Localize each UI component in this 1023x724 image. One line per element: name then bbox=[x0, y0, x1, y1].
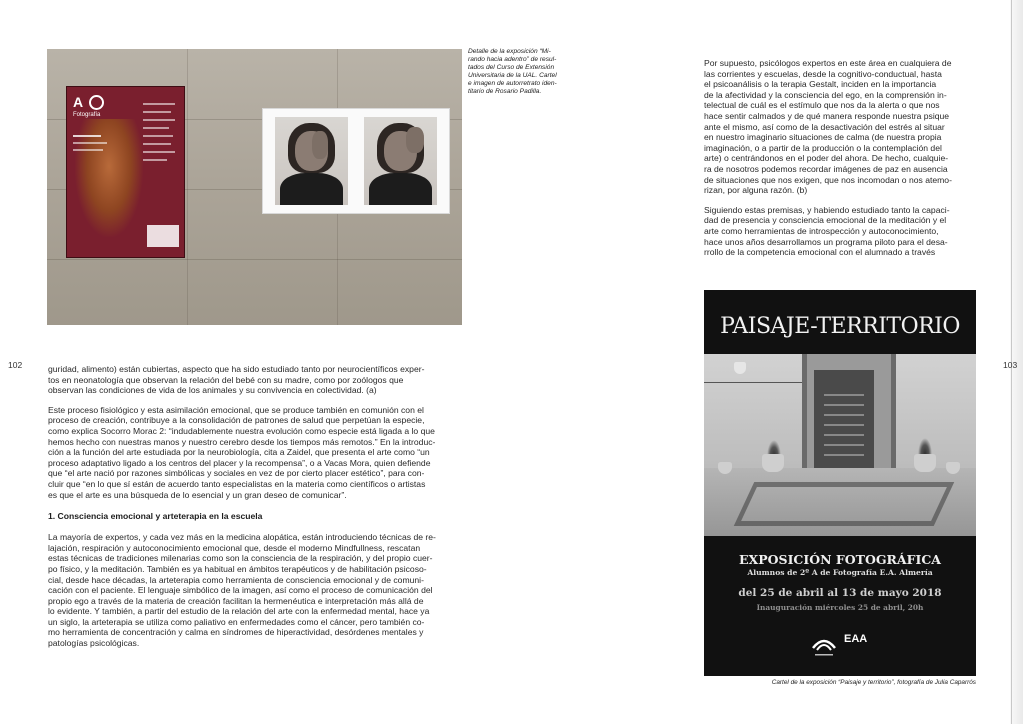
page-number-left: 102 bbox=[8, 360, 23, 370]
left-page-body bbox=[48, 364, 462, 649]
left-paragraph-1: guridad, alimento) están cubiertas, aspecto que ha sido estudiado tanto por neurocientíficos exper- tos en neonatología que observan la relación del bebé con su madre, como por zoólogos que observan las condiciones de vida de los animales y su convivencia en colectividad. (a) bbox=[48, 364, 425, 396]
section-heading: 1. Consciencia emocional y arteterapia en la escuela bbox=[48, 511, 263, 522]
paisaje-territorio-poster bbox=[704, 290, 976, 676]
left-paragraph-2: Este proceso fisiológico y esta asimilación emocional, que se produce también en comunión con el proceso de creación, contribuye a la consolidación de patrones de salud que perpetúan la especie, como explica Socorro Morac 2: “indudablemente nuestra evolución como especie está ligada a lo que hemos hecho con nuestras manos y nuestro cerebro desde los tiempos más remotos.” En la introduc- ción a la función del arte estudiada por la neurobiología, cita a Zaidel, que presenta el arte como “un proceso adaptativo ligado a los centros del placer y la recompensa”, o a Vacas Mora, quien defiende que “el arte nació por razones simbólicas y sociales en vez de por cierto placer estético”, para con- cluir que “en lo que sí están de acuerdo tanto especialistas en la materia como científicos o artistas es que el arte es una búsqueda de lo esencial y un gran deseo de comunicar”. bbox=[48, 404, 436, 500]
poster-inauguration: Inauguración miércoles 25 de abril, 20h bbox=[756, 603, 924, 612]
right-paragraph-1: Por supuesto, psicólogos expertos en este área en cualquiera de las corrientes y escuelas, desde la cognitivo-conductual, hasta el psicoanálisis o la terapia Gestalt, inciden en la importancia de la afectividad y la consciencia del ego, en la comprensión in- telectual de cuál es el estímulo que nos da la alerta o que nos hace sentir calmados y de qué manera responde nuestra psique ante el mismo, así como de la desactivación del estrés al situar en nuestro imaginario situaciones de calma (de nuestra propia imaginación, o a partir de la producción o la contemplación del arte) o centrándonos en el poder del ahora. De hecho, cualquie- ra de nosotros podemos recordar imágenes de paz en ausencia de situaciones que nos exigen, que nos incomodan o nos atemo- rizan, por alguna razón. (b) bbox=[704, 58, 952, 196]
right-page-body bbox=[704, 58, 976, 258]
poster-subtitle: Alumnos de 2º A de Fotografía E.A. Almería bbox=[747, 568, 933, 577]
poster-caption: Cartel de la exposición “Paisaje y territorio”, fotografía de Julia Caparrós bbox=[771, 679, 976, 686]
eaa-logo: EAA bbox=[844, 633, 868, 645]
poster-headline: EXPOSICIÓN FOTOGRÁFICA bbox=[739, 552, 941, 567]
top-photo-caption: Detalle de la exposición “Mi- rando hacia adentro” de resul- tados del Curso de Extensión Universitaria de la UAL. Cartel e imagen de autorretrato iden- titario de Rosario Padilla. bbox=[468, 48, 557, 96]
poster-photo bbox=[704, 354, 976, 536]
poster-title: PAISAJE-TERRITORIO bbox=[720, 314, 960, 339]
red-exhibition-poster: A Fotografía bbox=[66, 86, 185, 258]
poster-dates: del 25 de abril al 13 de mayo 2018 bbox=[738, 587, 942, 599]
left-paragraph-3: La mayoría de expertos, y cada vez más en la medicina alopática, están introduciendo técnicas de re- lajación, respiración y autoconocimiento emocional que, desde el moderno Mindfullness, rescatan estas técnicas de tradiciones milenarias como son la consciencia de la respiración, y del propio cuer- po físico, y la meditación. También es ya habitual en ámbitos terapéuticos y de habilitación psicoso- cial, desde hace décadas, la arteterapia como herramienta de consciencia emocional y de comuni- cación con el paciente. El lenguaje simbólico de la imagen, así como el proceso de comunicación del propio ego a través de la materia de creación facilitan la hermenéutica e interpretación más allá de lo evidente. Y también, a partir del estudio de la relación del arte con la enfermedad mental, hace ya un siglo, la arteterapia se utiliza como paliativo en enfermedades como el cáncer, pero también co- mo herramienta de concentración y calma en síndromes de hiperactividad, desórdenes mentales y patologías psicológicas. bbox=[48, 532, 436, 649]
self-portrait-frame bbox=[262, 108, 450, 214]
right-paragraph-2: Siguiendo estas premisas, y habiendo estudiado tanto la capaci- dad de presencia y consciencia emocional de la meditación y el arte como herramientas de introspección y autoconocimiento, hace unos años desarrollamos un programa piloto para el desa- rrollo de la competencia emocional con el alumnado a través bbox=[704, 204, 950, 258]
exhibition-photo bbox=[47, 49, 462, 325]
junta-andalucia-logo-icon bbox=[809, 630, 839, 660]
page-number-right: 103 bbox=[1003, 360, 1018, 370]
